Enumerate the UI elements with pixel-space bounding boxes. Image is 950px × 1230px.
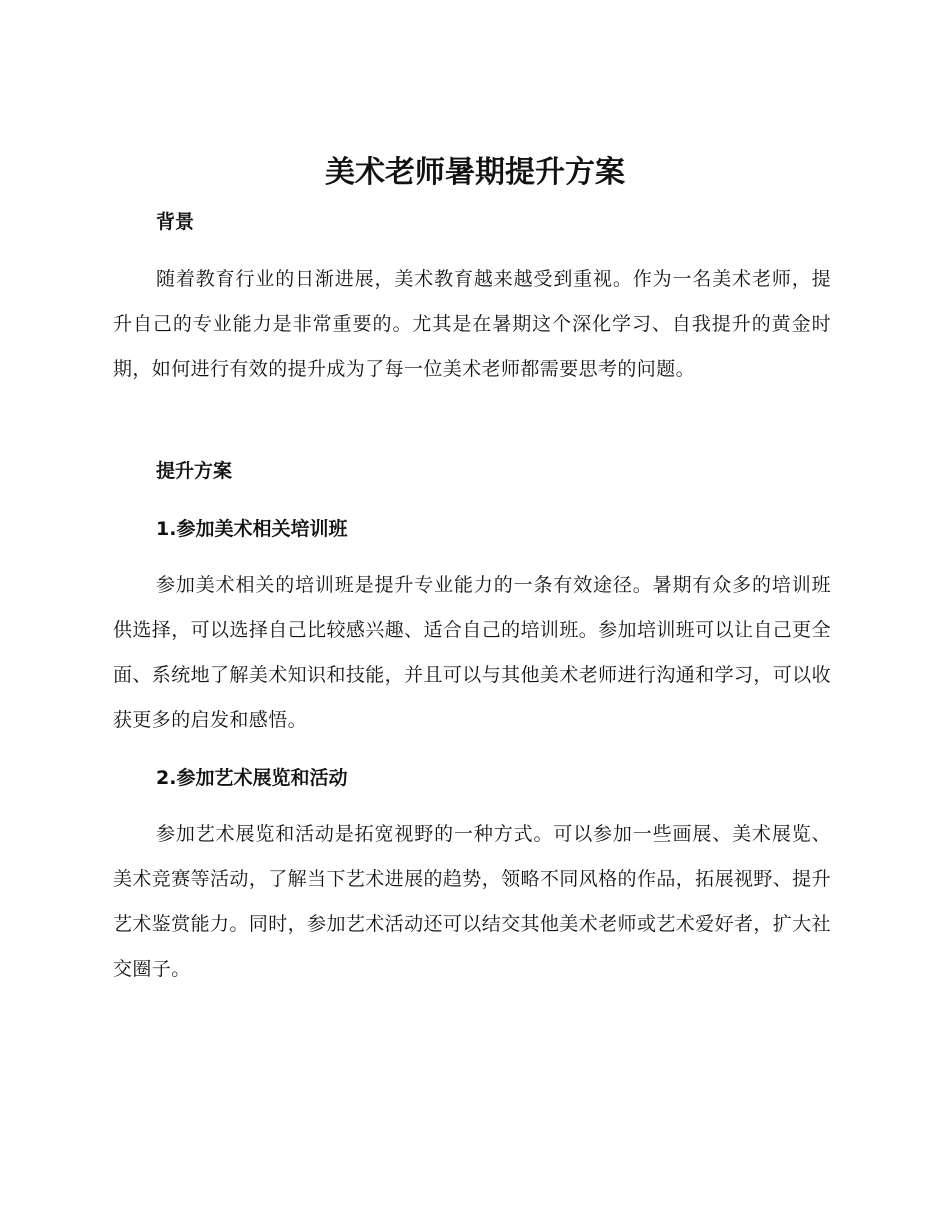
section-paragraph-exhibition: 参加艺术展览和活动是拓宽视野的一种方式。可以参加一些画展、美术展览、美术竞赛等活动，了解当下艺术进展的趋势，领略不同风格的作品，拓展视野、提升艺术鉴赏能力。同时，参加艺术活动还可以结交其他美术老师或艺术爱好者，扩大社交圈子。	[113, 823, 831, 980]
section-heading-plan: 提升方案	[156, 460, 233, 482]
document-title: 美术老师暑期提升方案	[325, 155, 625, 190]
section-paragraph-training: 参加美术相关的培训班是提升专业能力的一条有效途径。暑期有众多的培训班供选择，可以选择自己比较感兴趣、适合自己的培训班。参加培训班可以让自己更全面、系统地了解美术知识和技能，并且可以与其他美术老师进行沟通和学习，可以收获更多的启发和感悟。	[113, 574, 831, 731]
section-heading-training: 1.参加美术相关培训班	[156, 518, 348, 540]
section-heading-exhibition: 2.参加艺术展览和活动	[156, 767, 348, 789]
section-heading-background: 背景	[156, 211, 195, 233]
section-paragraph-background: 随着教育行业的日渐进展，美术教育越来越受到重视。作为一名美术老师，提升自己的专业能力是非常重要的。尤其是在暑期这个深化学习、自我提升的黄金时期，如何进行有效的提升成为了每一位美术老师都需要思考的问题。	[113, 268, 831, 380]
